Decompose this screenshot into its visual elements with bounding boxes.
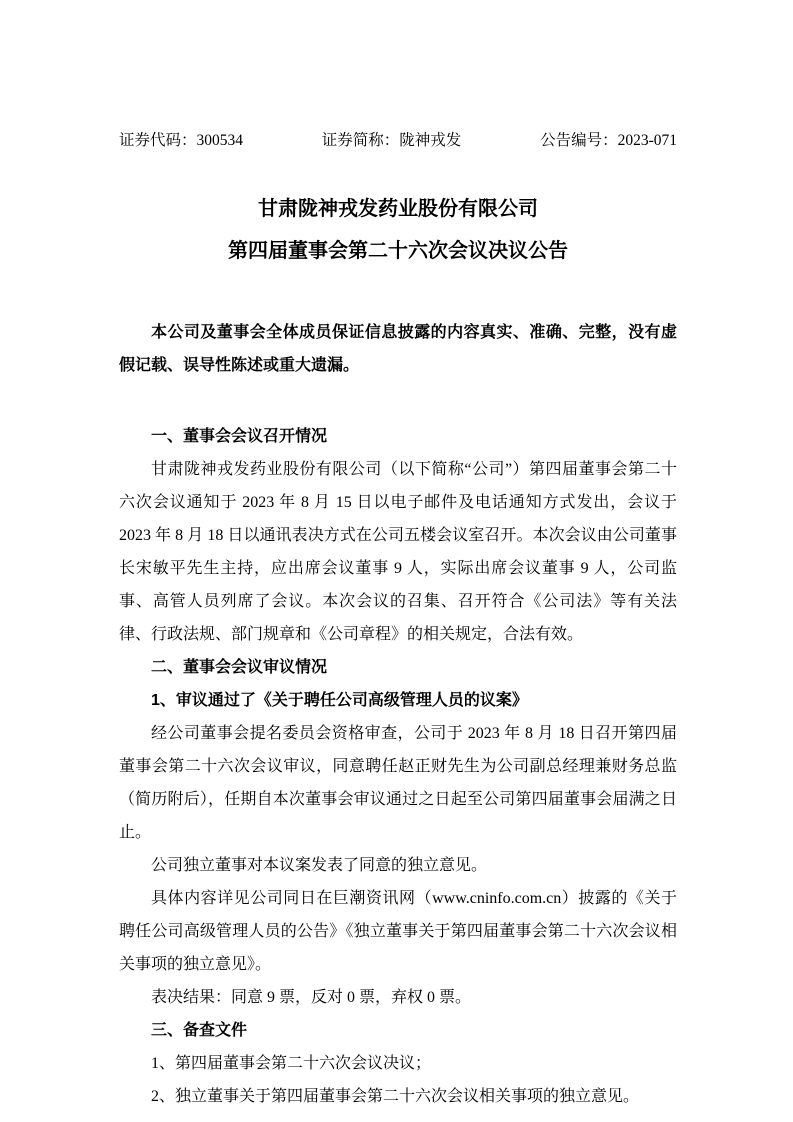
company-name-title: 甘肃陇神戎发药业股份有限公司: [258, 198, 538, 220]
paragraph-disclosure-reference: 具体内容详见公司同日在巨潮资讯网（www.cninfo.com.cn）披露的《关于聘任公司高级管理人员的公告》《独立董事关于第四届董事会第二十六次会议相关事项的独立意见》。: [119, 890, 677, 973]
section-heading-reference-documents: 三、备查文件: [151, 1022, 248, 1039]
resolution-item-heading: 1、审议通过了《关于聘任公司高级管理人员的议案》: [151, 692, 528, 709]
section-heading-meeting-convening: 一、董事会会议召开情况: [151, 428, 328, 445]
document-content: [119, 130, 677, 1113]
section-heading-deliberation: 二、董事会会议审议情况: [151, 659, 328, 676]
paragraph-independent-directors-opinion: 公司独立董事对本议案发表了同意的独立意见。: [151, 857, 488, 874]
reference-document-item-1: 1、第四届董事会第二十六次会议决议；: [151, 1055, 432, 1072]
stock-short-name: 证券简称：陇神戎发: [321, 132, 462, 149]
disclaimer-statement: 本公司及董事会全体成员保证信息披露的内容真实、准确、完整，没有虚假记载、误导性陈述或重大遗漏。: [119, 324, 677, 374]
announcement-number: 公告编号：2023-071: [540, 132, 677, 149]
document-title-block: [119, 188, 677, 272]
paragraph-vote-result: 表决结果：同意 9 票，反对 0 票，弃权 0 票。: [151, 989, 472, 1006]
announcement-title: 第四届董事会第二十六次会议决议公告: [228, 240, 568, 262]
stock-code: 证券代码：300534: [119, 132, 244, 149]
paragraph-appointment-details: 经公司董事会提名委员会资格审查，公司于 2023 年 8 月 18 日召开第四届董事会第二十六次会议审议，同意聘任赵正财先生为公司副总经理兼财务总监（简历附后），任期自本次董事会审议通过之日起至公司第四届董事会届满之日止。: [119, 725, 677, 841]
paragraph-meeting-convening: 甘肃陇神戎发药业股份有限公司（以下简称“公司”）第四届董事会第二十六次会议通知于 2023 年 8 月 15 日以电子邮件及电话通知方式发出，会议于 2023 年 8 月 18 日以通讯表决方式在公司五楼会议室召开。本次会议由公司董事长宋敏平先生主持，应出席会议董事 9 人，实际出席会议董事 9 人，公司监事、高管人员列席了会议。本次会议的召集、召开符合《公司法》等有关法律、行政法规、部门规章和《公司章程》的相关规定，合法有效。: [119, 461, 677, 643]
document-header: [119, 130, 677, 152]
document-body: [119, 420, 677, 1113]
reference-document-item-2: 2、独立董事关于第四届董事会第二十六次会议相关事项的独立意见。: [151, 1088, 640, 1105]
